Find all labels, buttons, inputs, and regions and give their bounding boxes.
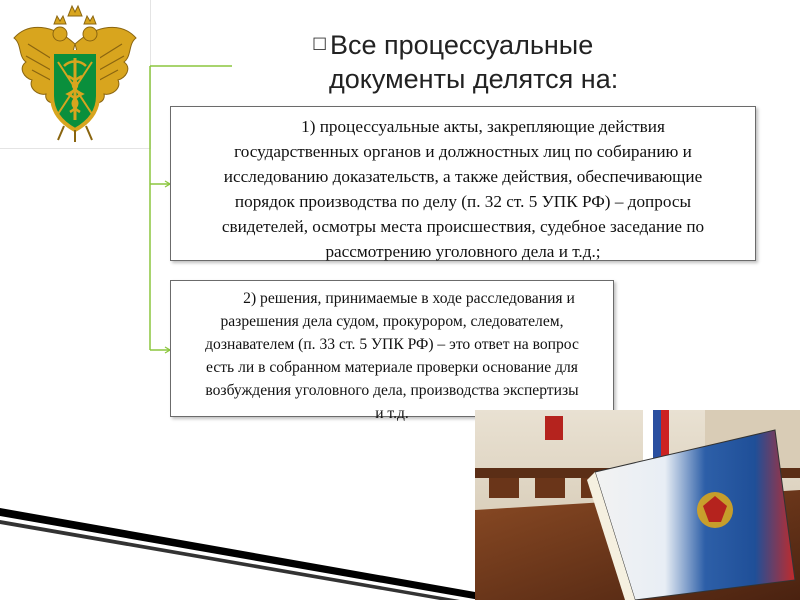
box-1-line: исследованию доказательств, а также действия, обеспечивающие [223, 167, 703, 186]
box-1-line: свидетелей, осмотры места происшествия, судебное заседание по [221, 217, 705, 236]
box-1-line: государственных органов и должностных лиц по собиранию и [234, 142, 692, 161]
box-2-line: разрешения дела судом, прокурором, следователем, [220, 313, 564, 330]
title-line-1: Все процессуальные [330, 30, 594, 60]
box-2-line: есть ли в собранном материале проверки основание для [206, 359, 578, 376]
checkbox-bullet-icon: ☐ [312, 35, 328, 54]
box-2-line: 2) решения, принимаемые в ходе расследования и [243, 290, 575, 307]
box-1-line: рассмотрению уголовного дела и т.д.; [325, 242, 601, 261]
box-2-line: и т.д. [375, 405, 409, 422]
box-2-line: дознавателем (п. 33 ст. 5 УПК РФ) – это ответ на вопрос [205, 336, 579, 353]
box-2-line: возбуждения уголовного дела, производства экспертизы [205, 382, 579, 399]
box-1-line: порядок производства по делу (п. 32 ст. 5 УПК РФ) – допросы [234, 192, 692, 211]
courtroom-book-image [475, 410, 800, 600]
title-line-2: документы делятся на: [329, 64, 619, 94]
box-1-line: 1) процессуальные акты, закрепляющие действия [301, 117, 665, 136]
courtroom-photo [475, 410, 800, 600]
